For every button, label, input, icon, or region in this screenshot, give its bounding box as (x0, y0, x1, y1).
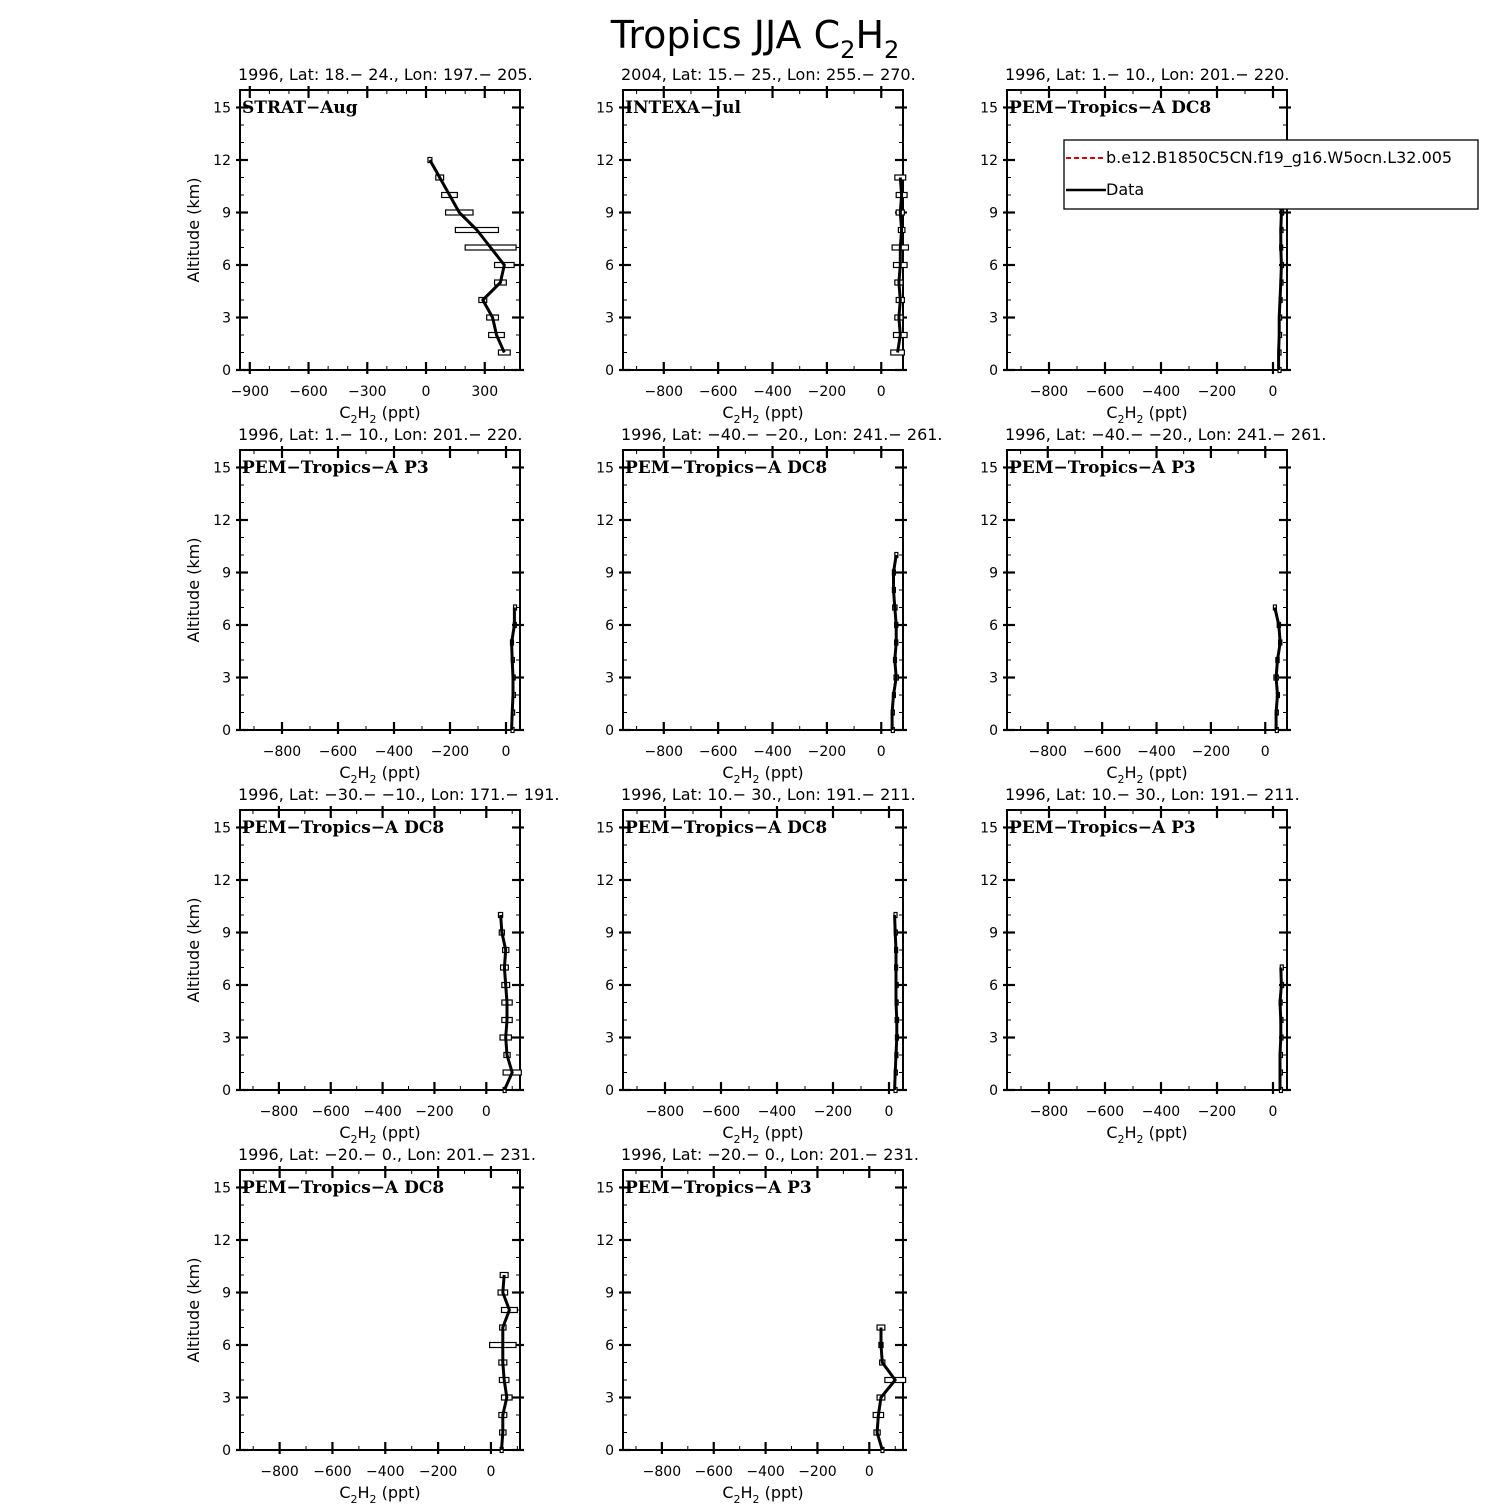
y-tick-label: 6 (605, 978, 614, 994)
x-tick-label: −400 (1137, 744, 1176, 760)
x-tick-label: 300 (471, 384, 499, 400)
panel-1 (184, 65, 533, 426)
x-tick-label: −200 (430, 744, 470, 760)
y-tick-label: 15 (980, 100, 998, 117)
panel-label: STRAT−Aug (242, 98, 358, 118)
panel-title: 2004, Lat: 15.− 25., Lon: 255.− 270. (621, 65, 916, 84)
title-mid: H (855, 13, 885, 57)
y-tick-label: 3 (989, 1030, 998, 1047)
x-tick-label: −400 (753, 384, 792, 400)
panel-title: 1996, Lat: −30.− −10., Lon: 171.− 191. (238, 785, 560, 804)
y-tick-label: 3 (605, 310, 614, 327)
x-tick-label: −200 (1197, 384, 1237, 400)
x-axis-label: $C_2H_2$ (ppt) (722, 763, 804, 786)
x-tick-label: −400 (757, 1104, 797, 1120)
y-tick-label: 9 (222, 205, 231, 222)
plot-frame (623, 1170, 903, 1450)
x-axis-label: $C_2H_2$ (ppt) (1106, 403, 1188, 426)
plot-frame (1007, 810, 1287, 1090)
y-tick-label: 9 (605, 565, 614, 582)
y-tick-label: 3 (605, 1390, 614, 1407)
plot-frame (240, 450, 520, 730)
y-tick-label: 9 (222, 565, 231, 582)
x-tick-label: −800 (262, 744, 302, 760)
panel-6 (980, 425, 1326, 786)
panel-title: 1996, Lat: −20.− 0., Lon: 201.− 231. (621, 1145, 919, 1164)
y-tick-label: 12 (596, 1233, 614, 1249)
y-tick-label: 15 (213, 460, 231, 477)
x-tick-label: −300 (348, 384, 387, 400)
panel-8 (596, 785, 916, 1146)
x-tick-label: −200 (1191, 744, 1231, 760)
panel-title: 1996, Lat: 18.− 24., Lon: 197.− 205. (238, 65, 533, 84)
y-tick-label: 9 (989, 565, 998, 582)
panel-label: PEM−Tropics−A DC8 (242, 818, 445, 838)
y-tick-label: 15 (596, 1180, 614, 1197)
x-axis-label: $C_2H_2$ (ppt) (722, 403, 804, 426)
x-tick-label: −600 (701, 1104, 741, 1120)
data-line (1280, 968, 1281, 1091)
y-tick-label: 9 (605, 205, 614, 222)
y-tick-label: 0 (605, 723, 614, 739)
y-tick-label: 0 (222, 1443, 231, 1459)
y-tick-label: 0 (989, 363, 998, 379)
y-tick-label: 12 (596, 513, 614, 529)
x-tick-label: −600 (1082, 744, 1122, 760)
x-axis-label: $C_2H_2$ (ppt) (722, 1483, 804, 1506)
y-tick-label: 15 (213, 100, 231, 117)
x-tick-label: −200 (807, 384, 847, 400)
y-tick-label: 12 (596, 873, 614, 889)
y-tick-label: 6 (605, 618, 614, 634)
x-tick-label: −400 (374, 744, 414, 760)
x-tick-label: −600 (289, 384, 328, 400)
panel-2 (596, 65, 916, 426)
x-tick-label: −600 (694, 1464, 733, 1480)
panel-title: 1996, Lat: 1.− 10., Lon: 201.− 220. (238, 425, 523, 444)
y-tick-label: 12 (213, 1233, 231, 1249)
legend (1064, 140, 1478, 209)
y-tick-label: 0 (605, 1083, 614, 1099)
panel-11 (596, 1145, 919, 1506)
y-tick-label: 12 (213, 513, 231, 529)
x-tick-label: −200 (798, 1464, 837, 1480)
y-tick-label: 12 (980, 153, 998, 169)
y-tick-label: 0 (222, 363, 231, 379)
plot-frame (623, 90, 903, 370)
y-axis-label: Altitude (km) (184, 897, 203, 1003)
x-tick-label: −200 (807, 744, 847, 760)
x-tick-label: −200 (418, 1464, 458, 1480)
x-tick-label: −200 (415, 1104, 454, 1120)
x-tick-label: −600 (311, 1104, 350, 1120)
y-tick-label: 3 (222, 310, 231, 327)
title-sub2: 2 (884, 36, 900, 64)
x-tick-label: −800 (644, 384, 684, 400)
y-tick-label: 9 (222, 925, 231, 942)
y-tick-label: 12 (213, 153, 231, 169)
y-tick-label: 9 (605, 1285, 614, 1302)
plot-frame (1007, 90, 1287, 370)
y-tick-label: 3 (989, 310, 998, 327)
x-tick-label: 0 (421, 384, 431, 400)
x-tick-label: 0 (1268, 384, 1278, 400)
y-tick-label: 9 (222, 1285, 231, 1302)
y-tick-label: 15 (980, 460, 998, 477)
legend-data-label: Data (1106, 180, 1145, 199)
x-tick-label: 0 (486, 1464, 496, 1480)
panel-7 (184, 785, 560, 1146)
y-tick-label: 12 (213, 873, 231, 889)
panel-label: PEM−Tropics−A P3 (1009, 458, 1196, 478)
data-line (1279, 195, 1282, 370)
panel-4 (184, 425, 524, 786)
panel-label: PEM−Tropics−A P3 (1009, 818, 1196, 838)
panel-label: PEM−Tropics−A P3 (242, 458, 429, 478)
x-axis-label: $C_2H_2$ (ppt) (339, 403, 421, 426)
x-tick-label: 0 (1260, 744, 1270, 760)
y-tick-label: 9 (989, 205, 998, 222)
x-tick-label: 0 (864, 1464, 874, 1480)
data-line (430, 160, 504, 353)
y-tick-label: 15 (213, 820, 231, 837)
x-tick-label: −200 (1197, 1104, 1237, 1120)
panel-title: 1996, Lat: 1.− 10., Lon: 201.− 220. (1005, 65, 1290, 84)
y-tick-label: 12 (980, 513, 998, 529)
x-tick-label: −400 (363, 1104, 402, 1120)
x-tick-label: −400 (1141, 1104, 1181, 1120)
x-axis-label: $C_2H_2$ (ppt) (339, 1123, 421, 1146)
x-tick-label: 0 (884, 1104, 894, 1120)
y-tick-label: 15 (596, 820, 614, 837)
data-line (895, 915, 897, 1090)
x-axis-label: $C_2H_2$ (ppt) (722, 1123, 804, 1146)
x-tick-label: −400 (753, 744, 792, 760)
panel-title: 1996, Lat: 10.− 30., Lon: 191.− 211. (621, 785, 916, 804)
y-tick-label: 0 (605, 1443, 614, 1459)
panel-title: 1996, Lat: −20.− 0., Lon: 201.− 231. (238, 1145, 536, 1164)
y-tick-label: 15 (596, 100, 614, 117)
y-tick-label: 3 (989, 670, 998, 687)
y-tick-label: 6 (605, 258, 614, 274)
data-line (1275, 608, 1280, 731)
y-tick-label: 6 (222, 618, 231, 634)
plot-frame (240, 810, 520, 1090)
x-tick-label: 0 (1268, 1104, 1278, 1120)
y-tick-label: 9 (989, 925, 998, 942)
y-tick-label: 6 (989, 978, 998, 994)
x-tick-label: −600 (698, 744, 738, 760)
panels (184, 65, 1327, 1506)
y-tick-label: 15 (213, 1180, 231, 1197)
y-tick-label: 0 (222, 1083, 231, 1099)
x-tick-label: −900 (230, 384, 270, 400)
x-tick-label: −400 (746, 1464, 785, 1480)
x-tick-label: −800 (642, 1464, 682, 1480)
legend-model-label: b.e12.B1850C5CN.f19_g16.W5ocn.L32.005 (1106, 148, 1453, 167)
x-tick-label: −800 (260, 1464, 299, 1480)
y-tick-label: 9 (605, 925, 614, 942)
x-axis-label: $C_2H_2$ (ppt) (1106, 1123, 1188, 1146)
plot-frame (623, 810, 903, 1090)
panel-3 (980, 65, 1291, 426)
y-tick-label: 6 (605, 1338, 614, 1354)
x-tick-label: 0 (481, 1104, 491, 1120)
panel-5 (596, 425, 942, 786)
y-tick-label: 3 (605, 670, 614, 687)
y-tick-label: 6 (222, 978, 231, 994)
y-tick-label: 0 (605, 363, 614, 379)
y-tick-label: 0 (989, 1083, 998, 1099)
x-tick-label: −800 (1029, 1104, 1069, 1120)
x-tick-label: −800 (1028, 744, 1068, 760)
panel-title: 1996, Lat: −40.− −20., Lon: 241.− 261. (1005, 425, 1327, 444)
plot-frame (1007, 450, 1287, 730)
plot-frame (623, 450, 903, 730)
x-tick-label: −600 (1085, 384, 1125, 400)
y-axis-label: Altitude (km) (184, 537, 203, 643)
panel-label: PEM−Tropics−A DC8 (1009, 98, 1212, 118)
y-tick-label: 3 (605, 1030, 614, 1047)
title-main: Tropics JJA C (610, 13, 841, 57)
y-tick-label: 0 (222, 723, 231, 739)
y-tick-label: 12 (980, 873, 998, 889)
y-axis-label: Altitude (km) (184, 1257, 203, 1363)
x-tick-label: −600 (318, 744, 358, 760)
figure-title (610, 13, 900, 64)
x-tick-label: −600 (698, 384, 738, 400)
x-tick-label: 0 (501, 744, 511, 760)
y-tick-label: 6 (989, 618, 998, 634)
x-tick-label: −800 (1029, 384, 1069, 400)
y-tick-label: 15 (980, 820, 998, 837)
y-tick-label: 15 (596, 460, 614, 477)
x-tick-label: −400 (366, 1464, 405, 1480)
panel-label: PEM−Tropics−A DC8 (625, 818, 828, 838)
y-tick-label: 0 (989, 723, 998, 739)
y-axis-label: Altitude (km) (184, 177, 203, 283)
y-tick-label: 6 (989, 258, 998, 274)
panel-label: PEM−Tropics−A DC8 (242, 1178, 445, 1198)
panel-label: PEM−Tropics−A DC8 (625, 458, 828, 478)
x-tick-label: 0 (876, 744, 886, 760)
panel-label: INTEXA−Jul (625, 98, 741, 118)
title-sub1: 2 (840, 36, 856, 64)
x-axis-label: $C_2H_2$ (ppt) (339, 1483, 421, 1506)
x-tick-label: −800 (259, 1104, 299, 1120)
x-axis-label: $C_2H_2$ (ppt) (1106, 763, 1188, 786)
x-tick-label: −200 (813, 1104, 853, 1120)
y-tick-label: 3 (222, 1390, 231, 1407)
y-tick-label: 12 (596, 153, 614, 169)
x-tick-label: −800 (645, 1104, 685, 1120)
panel-label: PEM−Tropics−A P3 (625, 1178, 812, 1198)
x-tick-label: −800 (644, 744, 684, 760)
plot-frame (240, 1170, 520, 1450)
y-tick-label: 6 (222, 1338, 231, 1354)
y-tick-label: 3 (222, 1030, 231, 1047)
panel-10 (184, 1145, 536, 1506)
x-tick-label: −600 (1085, 1104, 1125, 1120)
panel-9 (980, 785, 1300, 1146)
panel-title: 1996, Lat: 10.− 30., Lon: 191.− 211. (1005, 785, 1300, 804)
x-tick-label: −400 (1141, 384, 1181, 400)
panel-title: 1996, Lat: −40.− −20., Lon: 241.− 261. (621, 425, 943, 444)
x-tick-label: −600 (313, 1464, 352, 1480)
x-axis-label: $C_2H_2$ (ppt) (339, 763, 421, 786)
y-tick-label: 3 (222, 670, 231, 687)
x-tick-label: 0 (876, 384, 886, 400)
y-tick-label: 6 (222, 258, 231, 274)
